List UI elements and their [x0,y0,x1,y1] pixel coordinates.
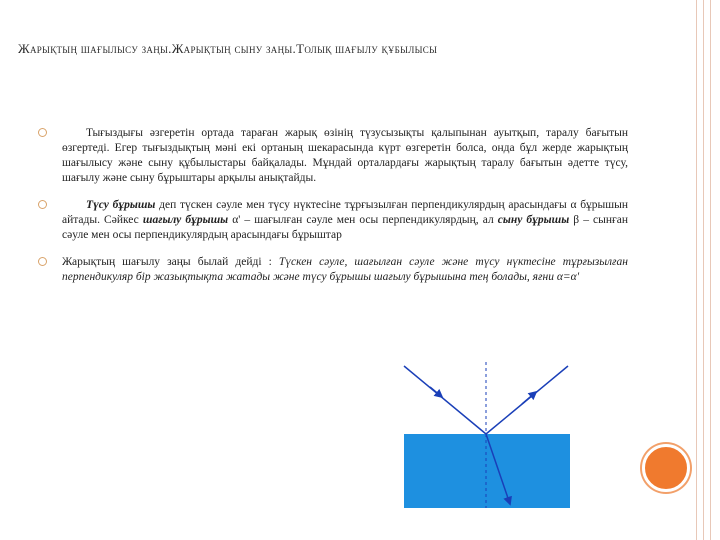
bullet-item [38,198,628,243]
bullet-icon [38,128,47,137]
border-line [710,0,711,540]
bullet-list [38,126,628,297]
bullet-text: α' – шағылған сәуле мен осы перпендикулярдың, ал [228,214,498,226]
bullet-text: Жарықтың шағылу заңы былай дейді : [62,256,279,268]
decorative-circle [642,444,690,492]
bullet-text: β – сынған сәуле мен осы перпендикулярдың арасындағы бұрыштар [62,214,629,241]
bullet-icon [38,200,47,209]
bullet-text: Тығыздығы әзгеретін ортада тараған жарық өзінің түзусызықты қалыпынан ауытқып, таралу бағытын өзгертеді. Егер тығыздықтың мәні екі ортаның шекарасында күрт өзгеретін болса, онда бұл жерде жарықтың шағылысу және сыну құбылыстары байқалады. Мұндай орталардағы жарықтың таралу бағытын әдетте түсу, шағылу және сыну бұрыштары арқылы анықтайды. [62,127,628,184]
bullet-item [38,126,628,186]
term-reflection-angle: шағылу бұрышы [142,214,229,226]
slide-title: Жарықтың шағылысу заңы.Жарықтың сыну заңы.Толық шағылу құбылысы [18,41,438,56]
incident-ray-arrow [430,387,442,397]
bullet-text: деп түскен сәуле мен түсу нүктесіне тұрғызылған перпендикулярдың арасындағы α бұрышын айтады. Сәйкес [62,199,629,226]
medium-block [404,434,570,508]
incident-ray [404,366,486,434]
border-line [696,0,697,540]
bullet-item [38,255,628,285]
reflected-ray-arrow [522,392,536,404]
bullet-icon [38,257,47,266]
border-line [703,0,704,540]
reflection-refraction-diagram [396,356,576,516]
term-refraction-angle: сыну бұрышы [497,214,570,226]
term-incidence-angle: Түсу бұрышы [86,199,156,211]
bullet-law-text: Түскен сәуле, шағылған сәуле және түсу нүктесіне тұрғызылған перпендикуляр бір жазықтықта жатады және түсу бұрышы шағылу бұрышына тең болады, яғни α=α' [62,256,629,283]
